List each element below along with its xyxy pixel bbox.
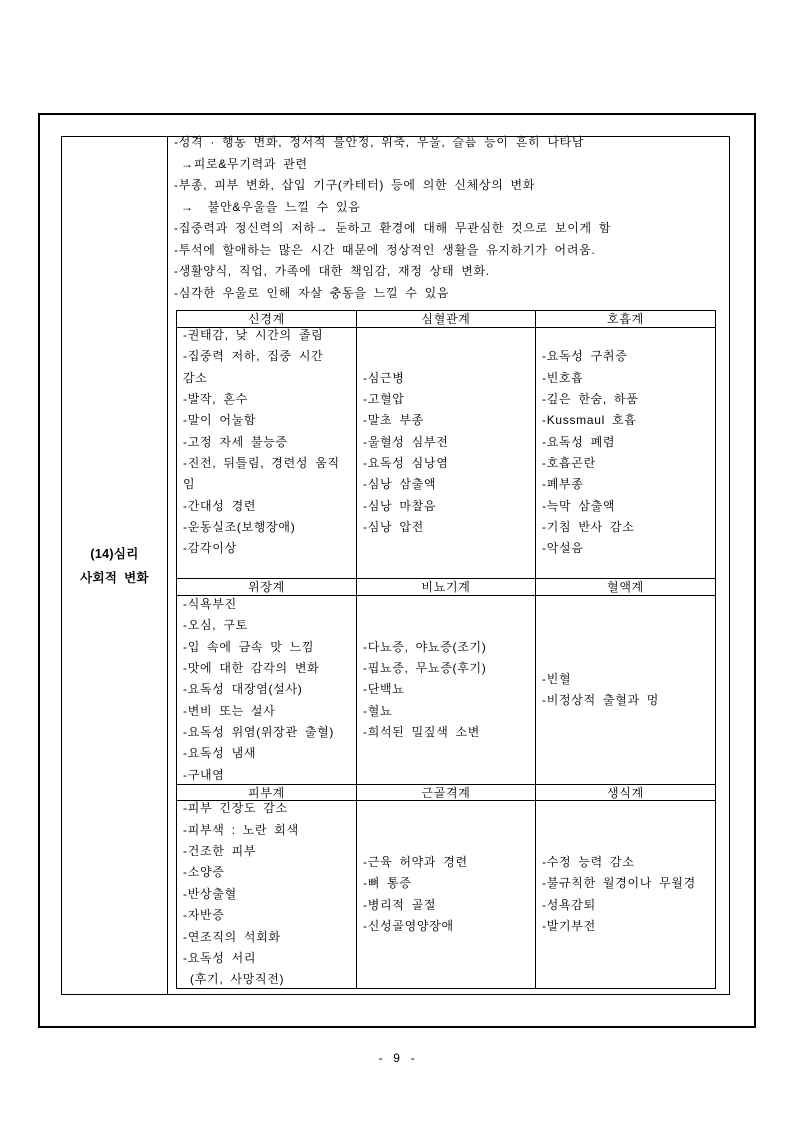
intro-line: -부종, 피부 변화, 삽입 기구(카테터) 등에 의한 신체상의 변화: [174, 178, 536, 193]
symptom-item: -신성골영양장애: [363, 918, 454, 933]
intro-paragraphs: [174, 132, 611, 304]
cell-reproductive-system: [536, 801, 716, 989]
symptom-item: -말초 부종: [363, 413, 424, 428]
symptom-item: -권태감, 낮 시간의 졸림: [183, 327, 324, 342]
symptom-item: -요독성 위염(위장관 출혈): [183, 725, 335, 740]
symptom-item: -운동실조(보행장애): [183, 520, 296, 535]
symptom-item: 감소: [183, 370, 208, 385]
symptom-item: -심낭 압전: [363, 520, 424, 535]
symptom-item: -단백뇨: [363, 682, 405, 697]
cell-integumentary-system: [177, 801, 357, 989]
symptom-item: 임: [183, 477, 196, 492]
header-gastrointestinal-system: 위장계: [177, 579, 357, 596]
header-respiratory-system: 호흡계: [536, 311, 716, 328]
cell-urinary-system: [357, 596, 536, 785]
symptom-item: -감각이상: [183, 541, 237, 556]
gastrointestinal-symptom-list: [183, 594, 356, 786]
symptom-item: -말이 어눌함: [183, 413, 257, 428]
symptom-item: -희석된 밀짚색 소변: [363, 725, 481, 740]
symptom-item: -요독성 서리: [183, 950, 257, 965]
symptom-item: -진전, 뒤틀림, 경련성 움직: [183, 456, 340, 470]
nervous-symptom-list: [183, 325, 356, 581]
symptom-item: -혈뇨: [363, 703, 393, 718]
intro-line: -집중력과 정신력의 저하→ 둔하고 환경에 대해 무관심한 것으로 보이게 함: [174, 221, 612, 236]
symptom-item: -피부색 : 노란 회색: [183, 822, 299, 837]
symptom-item: -Kussmaul 호흡: [542, 413, 637, 428]
respiratory-symptom-list: [542, 346, 715, 559]
symptom-item: -식욕부진: [183, 596, 237, 611]
section-title-line: 사회적 변화: [80, 570, 149, 585]
symptom-item: -불규칙한 월경이나 무월경: [542, 876, 696, 891]
intro-line: -투석에 할애하는 많은 시간 때문에 정상적인 생활을 유지하기가 어려움.: [174, 242, 596, 257]
symptom-item: -발기부전: [542, 918, 596, 933]
symptom-item: -입 속에 금속 맛 느낌: [183, 639, 315, 654]
header-nervous-system: 신경계: [177, 311, 357, 328]
symptom-item: -고정 자세 불능증: [183, 434, 288, 449]
symptom-item: -오심, 구토: [183, 618, 248, 633]
symptom-item: -다뇨증, 야뇨증(조기): [363, 639, 487, 654]
symptom-item: -울혈성 심부전: [363, 434, 449, 449]
cell-musculoskeletal-system: [357, 801, 536, 989]
musculoskeletal-symptom-list: [363, 852, 535, 937]
intro-line: → 불안&우울을 느낄 수 있음: [174, 199, 361, 214]
header-reproductive-system: 생식계: [536, 785, 716, 801]
symptom-item: -심낭 삼출액: [363, 477, 437, 492]
urinary-symptom-list: [363, 637, 535, 744]
section-title-line: (14)심리: [90, 546, 139, 561]
symptom-item: -요독성 냄새: [183, 746, 257, 761]
symptom-item: -호흡곤란: [542, 456, 596, 470]
integumentary-symptom-list: [183, 798, 356, 990]
symptom-item: -피부 긴장도 감소: [183, 801, 288, 816]
symptom-item: -간대성 경련: [183, 498, 257, 513]
cell-nervous-system: [177, 328, 357, 579]
hematologic-symptom-list: [542, 669, 715, 712]
symptom-item: -병리적 골절: [363, 897, 437, 912]
header-cardiovascular-system: 심혈관계: [357, 311, 536, 328]
symptom-item: -근육 허약과 경련: [363, 854, 468, 869]
body-systems-table: [176, 310, 716, 989]
symptom-item: -맛에 대한 감각의 변화: [183, 660, 320, 675]
symptom-item: -반상출혈: [183, 886, 237, 901]
intro-line: -성격 · 행동 변화, 정서적 불안정, 위축, 우울, 슬픔 등이 흔히 나타남: [174, 135, 585, 149]
cell-hematologic-system: [536, 596, 716, 785]
content-table: [61, 136, 730, 995]
symptom-item: -수정 능력 감소: [542, 854, 635, 869]
symptom-item: -요독성 대장염(설사): [183, 682, 303, 697]
reproductive-symptom-list: [542, 852, 715, 937]
page-number: - 9 -: [378, 1051, 416, 1065]
symptom-item: -폐부종: [542, 477, 584, 492]
symptom-item: -악설음: [542, 541, 584, 556]
symptom-item: -고혈압: [363, 391, 405, 406]
cell-gastrointestinal-system: [177, 596, 357, 785]
symptom-item: -빈혈: [542, 671, 572, 686]
symptom-item: -요독성 폐렴: [542, 434, 616, 449]
header-hematologic-system: 혈액계: [536, 579, 716, 596]
symptom-item: -요독성 구취증: [542, 349, 628, 364]
cell-cardiovascular-system: [357, 328, 536, 579]
header-integumentary-system: 피부계: [177, 785, 357, 801]
intro-line: -생활양식, 직업, 가족에 대한 책임감, 재정 상태 변화.: [174, 264, 490, 279]
symptom-item: -구내염: [183, 767, 225, 782]
cardiovascular-symptom-list: [363, 368, 535, 539]
header-urinary-system: 비뇨기계: [357, 579, 536, 596]
section-label-cell: [62, 137, 168, 994]
intro-line: -심각한 우울로 인해 자살 충동을 느낄 수 있음: [174, 285, 450, 300]
symptom-item: -자반증: [183, 908, 225, 923]
symptom-item: -건조한 피부: [183, 844, 257, 859]
symptom-item: -소양증: [183, 865, 225, 880]
symptom-item: -집중력 저하, 집중 시간: [183, 349, 324, 364]
header-musculoskeletal-system: 근골격계: [357, 785, 536, 801]
symptom-item: -비정상적 출혈과 멍: [542, 693, 660, 707]
symptom-item: (후기, 사망직전): [183, 972, 285, 987]
symptom-item: -핍뇨증, 무뇨증(후기): [363, 660, 487, 675]
intro-line: →피로&무기력과 관련: [174, 156, 308, 171]
symptom-item: -성욕감퇴: [542, 897, 596, 912]
symptom-item: -깊은 한숨, 하품: [542, 391, 639, 406]
cell-respiratory-system: [536, 328, 716, 579]
symptom-item: -연조직의 석회화: [183, 929, 281, 944]
symptom-item: -심낭 마찰음: [363, 498, 437, 513]
symptom-item: -요독성 심낭염: [363, 456, 449, 470]
symptom-item: -변비 또는 설사: [183, 703, 276, 718]
symptom-item: -빈호흡: [542, 370, 584, 385]
symptom-item: -뼈 통증: [363, 876, 412, 891]
symptom-item: -심근병: [363, 370, 405, 385]
symptom-item: -기침 반사 감소: [542, 520, 635, 535]
symptom-item: -발작, 혼수: [183, 391, 248, 406]
symptom-item: -늑막 삼출액: [542, 498, 616, 513]
